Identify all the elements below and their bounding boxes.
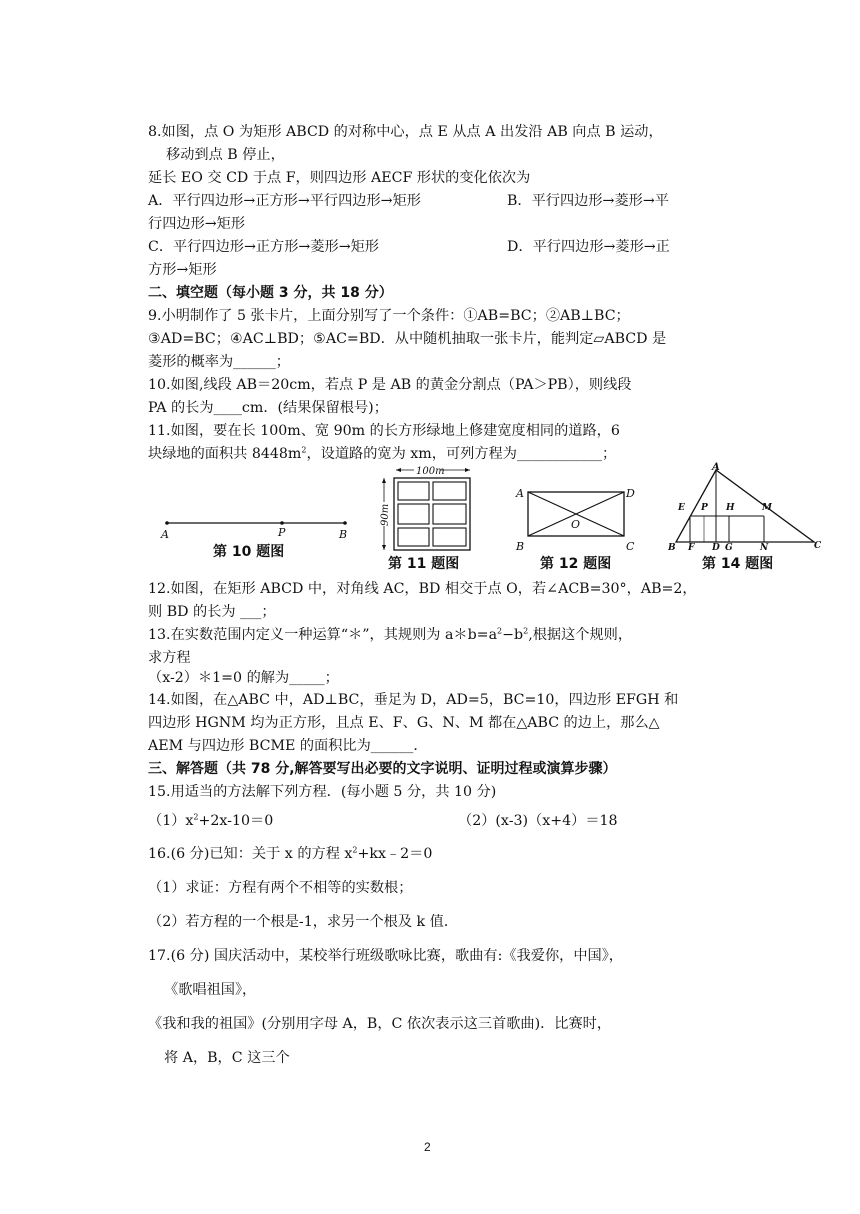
page-number: 2 (424, 1140, 431, 1154)
q8-option-d-cont: 方形→矩形 (148, 262, 217, 278)
q17-line2: 《歌唱祖国》， (164, 982, 257, 998)
q15-part1-text: （1）x (148, 813, 194, 829)
q12-line2: 则 BD 的长为 ___； (148, 604, 276, 620)
figure-10-caption: 第 10 题图 (213, 544, 285, 560)
q11-line1: 11.如图，要在长 100m、宽 90m 的长方形绿地上修建宽度相同的道路，6 (148, 423, 620, 439)
q15-part1-tail: +2x-10＝0 (198, 813, 274, 829)
q8-line3: 延长 EO 交 CD 于点 F，则四边形 AECF 形状的变化依次为 (148, 170, 531, 186)
q15-part1 (148, 811, 273, 831)
q10-line2: PA 的长为____cm．(结果保留根号)； (148, 400, 388, 416)
q11-line2 (148, 444, 616, 464)
q9-line3: 菱形的概率为______； (148, 354, 290, 370)
q9-line1: 9.小明制作了 5 张卡片，上面分别写了一个条件：①AB=BC；②AB⊥BC； (148, 308, 630, 324)
q15-superscript: 2 (193, 812, 199, 822)
fig12-label-b: B (516, 540, 525, 553)
figure-14-triangle (664, 460, 824, 552)
q17-line1: 17.(6 分) 国庆活动中，某校举行班级歌咏比赛，歌曲有:《我爱你，中国》， (148, 948, 623, 964)
q13-line3: （x-2）＊1=0 的解为_____； (148, 670, 339, 686)
q8-option-b-cont: 行四边形→矩形 (148, 216, 246, 232)
fig14-label-c: C (814, 541, 822, 551)
q17-line4: 将 A，B，C 这三个 (164, 1050, 290, 1066)
q13-line2: 求方程 (148, 650, 191, 666)
fig14-label-e: E (678, 503, 685, 513)
q13-superscript-b: 2 (523, 626, 529, 636)
q11-superscript: 2 (301, 445, 307, 455)
q15-line1: 15.用适当的方法解下列方程．(每小题 5 分，共 10 分) (148, 784, 497, 800)
q8-option-b: B．平行四边形→菱形→平 (507, 193, 669, 209)
q16-superscript: 2 (352, 845, 358, 855)
section2-heading: 二、填空题（每小题 3 分，共 18 分） (148, 285, 393, 301)
q11-line2-text: 块绿地的面积共 8448m (148, 446, 302, 462)
fig14-label-n: N (760, 543, 769, 552)
fig14-label-b: B (668, 543, 676, 552)
q16-tail: +kx﹣2＝0 (357, 846, 433, 862)
q14-line1: 14.如图，在△ABC 中，AD⊥BC，垂足为 D，AD=5，BC=10，四边形 EFGH 和 (148, 692, 679, 708)
fig11-height-label: 90m (380, 503, 391, 526)
fig14-label-f: F (688, 543, 695, 552)
fig14-label-p: P (701, 503, 708, 513)
fig12-label-o: O (571, 518, 581, 531)
fig10-label-a: A (161, 528, 169, 541)
fig14-label-d: D (712, 543, 720, 552)
q8-line1: 8.如图，点 O 为矩形 ABCD 的对称中心，点 E 从点 A 出发沿 AB 向点 B 运动， (148, 124, 663, 140)
fig11-width-label: 100m (416, 466, 445, 477)
q13-line1 (148, 625, 632, 645)
q13-rule-text: 13.在实数范围内定义一种运算“＊”，其规则为 a＊b=a (148, 627, 498, 643)
figure-10-segment (155, 505, 355, 545)
q13-rule-minus: −b (502, 627, 524, 643)
figure-12-caption: 第 12 题图 (540, 556, 612, 572)
q10-line1: 10.如图,线段 AB＝20cm，若点 P 是 AB 的黄金分割点（PA＞PB），则线段 (148, 377, 632, 393)
q8-option-d: D．平行四边形→菱形→正 (507, 239, 670, 255)
fig10-label-b: B (339, 528, 348, 541)
section3-heading: 三、解答题（共 78 分,解答要写出必要的文字说明、证明过程或演算步骤） (148, 761, 617, 777)
q16-text: 16.(6 分)已知：关于 x 的方程 x (148, 846, 353, 862)
q11-line2-text-b: ，设道路的宽为 xm，可列方程为____________； (306, 446, 617, 462)
q8-line2: 移动到点 B 停止， (166, 147, 285, 163)
fig12-label-c: C (626, 540, 635, 553)
fig14-label-m: M (762, 503, 772, 513)
q16-part2: （2）若方程的一个根是-1，求另一个根及 k 值． (148, 914, 459, 930)
q8-option-c: C．平行四边形→正方形→菱形→矩形 (148, 239, 379, 255)
fig14-label-g: G (725, 543, 733, 552)
q14-line3: AEM 与四边形 BCME 的面积比为______． (148, 738, 428, 754)
q16-part1: （1）求证：方程有两个不相等的实数根； (148, 880, 413, 896)
fig14-label-a: A (712, 462, 720, 473)
fig12-label-d: D (626, 487, 635, 500)
figure-11-caption: 第 11 题图 (388, 556, 460, 572)
figure-11-field (376, 464, 476, 556)
figure-14-caption: 第 14 题图 (702, 556, 774, 572)
q15-part2: （2）(x-3)（x+4）＝18 (458, 813, 618, 829)
fig10-label-p: P (278, 526, 286, 539)
q13-superscript-a: 2 (497, 626, 503, 636)
fig14-label-h: H (726, 503, 735, 513)
q17-line3: 《我和我的祖国》(分别用字母 A，B，C 依次表示这三首歌曲)．比赛时， (148, 1016, 612, 1032)
q14-line2: 四边形 HGNM 均为正方形，且点 E、F、G、N、M 都在△ABC 的边上，那么△ (148, 715, 660, 731)
q12-line1: 12.如图，在矩形 ABCD 中，对角线 AC，BD 相交于点 O，若∠ACB=30°，AB=2， (148, 581, 697, 597)
q9-line2: ③AD=BC；④AC⊥BD；⑤AC=BD．从中随机抽取一张卡片，能判定▱ABCD 是 (148, 331, 667, 347)
q8-option-a: A．平行四边形→正方形→平行四边形→矩形 (148, 193, 421, 209)
figure-12-rectangle (512, 482, 640, 554)
q16-line1 (148, 844, 432, 864)
fig12-label-a: A (516, 487, 524, 500)
q13-rule-tail: ,根据这个规则， (528, 627, 633, 643)
